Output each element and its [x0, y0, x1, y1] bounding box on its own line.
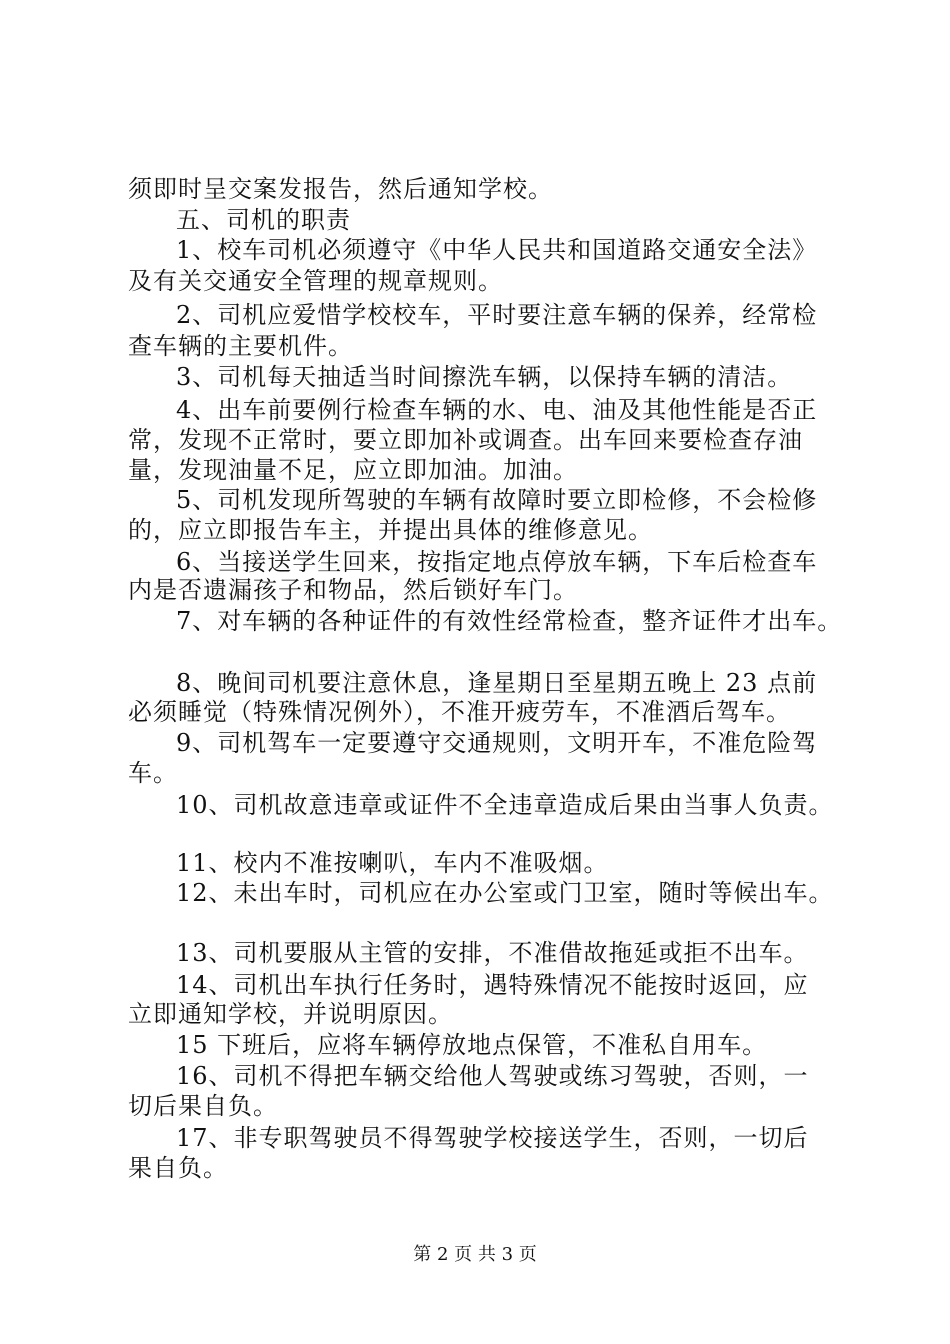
- paragraph-line: 须即时呈交案发报告，然后通知学校。: [128, 175, 553, 203]
- page-footer: 第 2 页 共 3 页: [413, 1244, 537, 1265]
- paragraph-line: 2、司机应爱惜学校校车，平时要注意车辆的保养，经常检: [176, 301, 818, 329]
- paragraph-line: 车。: [128, 759, 178, 787]
- paragraph-line: 8、晚间司机要注意休息，逢星期日至星期五晚上 23 点前: [176, 669, 818, 697]
- paragraph-line: 查车辆的主要机件。: [128, 332, 353, 360]
- paragraph-line: 14、司机出车执行任务时，遇特殊情况不能按时返回，应: [176, 971, 809, 999]
- paragraph-line: 15 下班后，应将车辆停放地点保管，不准私自用车。: [176, 1031, 768, 1059]
- paragraph-line: 3、司机每天抽适当时间擦洗车辆，以保持车辆的清洁。: [176, 363, 793, 391]
- paragraph-line: 13、司机要服从主管的安排，不准借故拖延或拒不出车。: [176, 939, 809, 967]
- paragraph-line: 的，应立即报告车主，并提出具体的维修意见。: [128, 516, 653, 544]
- section-heading: 五、司机的职责: [176, 206, 351, 234]
- paragraph-line: 必须睡觉（特殊情况例外），不准开疲劳车，不准酒后驾车。: [128, 698, 791, 726]
- paragraph-line: 内是否遗漏孩子和物品，然后锁好车门。: [128, 576, 578, 604]
- paragraph-line: 11、校内不准按喇叭，车内不准吸烟。: [176, 849, 609, 877]
- paragraph-line: 1、校车司机必须遵守《中华人民共和国道路交通安全法》: [176, 236, 818, 264]
- paragraph-line: 量，发现油量不足，应立即加油。加油。: [128, 456, 578, 484]
- paragraph-line: 7、对车辆的各种证件的有效性经常检查，整齐证件才出车。: [176, 607, 843, 635]
- paragraph-line: 4、出车前要例行检查车辆的水、电、油及其他性能是否正: [176, 396, 818, 424]
- paragraph-line: 5、司机发现所驾驶的车辆有故障时要立即检修，不会检修: [176, 486, 818, 514]
- paragraph-line: 17、非专职驾驶员不得驾驶学校接送学生，否则，一切后: [176, 1124, 809, 1152]
- paragraph-line: 及有关交通安全管理的规章规则。: [128, 267, 503, 295]
- paragraph-line: 切后果自负。: [128, 1092, 278, 1120]
- paragraph-line: 果自负。: [128, 1154, 228, 1182]
- paragraph-line: 12、未出车时，司机应在办公室或门卫室，随时等候出车。: [176, 879, 834, 907]
- paragraph-line: 常，发现不正常时，要立即加补或调查。出车回来要检查存油: [128, 426, 803, 454]
- paragraph-line: 16、司机不得把车辆交给他人驾驶或练习驾驶，否则，一: [176, 1062, 809, 1090]
- paragraph-line: 9、司机驾车一定要遵守交通规则，文明开车，不准危险驾: [176, 729, 818, 757]
- paragraph-line: 10、司机故意违章或证件不全违章造成后果由当事人负责。: [176, 791, 834, 819]
- paragraph-line: 6、当接送学生回来，按指定地点停放车辆，下车后检查车: [176, 548, 818, 576]
- paragraph-line: 立即通知学校，并说明原因。: [128, 1000, 453, 1028]
